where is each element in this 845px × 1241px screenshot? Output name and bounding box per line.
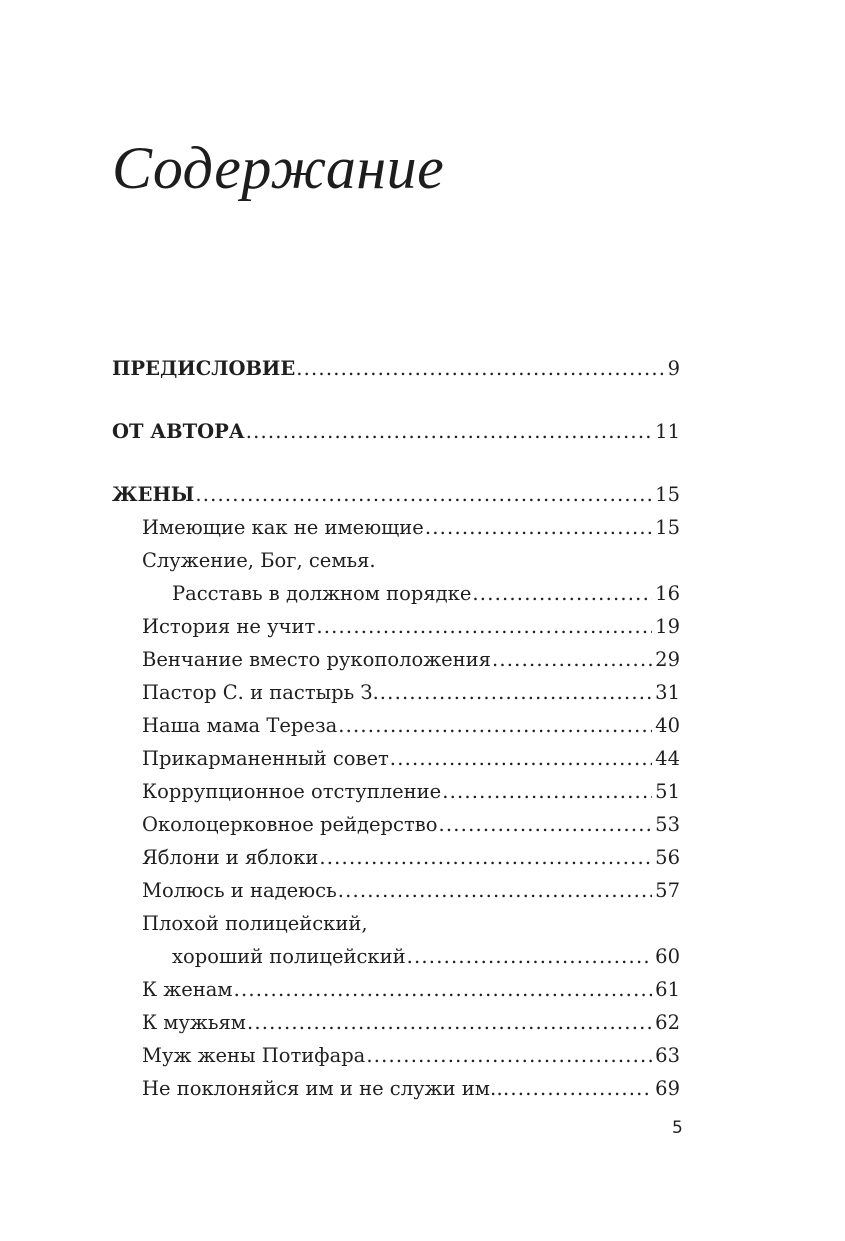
- toc-entry-page: 62: [655, 1011, 680, 1034]
- toc-entry-page: 44: [655, 747, 680, 770]
- toc-entry-page: 51: [655, 780, 680, 803]
- toc-subentry[interactable]: [112, 841, 680, 874]
- toc-subentry[interactable]: [112, 643, 680, 676]
- toc-entry-label-line1: Служение, Бог, семья.: [142, 549, 376, 572]
- toc-entry-label: Муж жены Потифара: [142, 1044, 366, 1067]
- table-of-contents: [112, 352, 680, 1105]
- toc-subentry[interactable]: [112, 1039, 680, 1072]
- leader-dots: [316, 610, 652, 643]
- toc-entry-label: Венчание вместо рукоположения: [142, 648, 491, 671]
- toc-entry-page: 9: [667, 357, 680, 380]
- toc-entry-label: ОТ АВТОРА: [112, 420, 245, 443]
- toc-entry-page: 56: [655, 846, 680, 869]
- toc-entry-page: 53: [655, 813, 680, 836]
- toc-subentry[interactable]: [112, 907, 680, 973]
- leader-dots: [246, 415, 652, 448]
- toc-entry-preface[interactable]: [112, 352, 680, 385]
- leader-dots: [407, 940, 653, 973]
- leader-dots: [472, 577, 652, 610]
- toc-entry-page: 60: [655, 945, 680, 968]
- toc-entry-label: ЖЕНЫ: [112, 483, 195, 506]
- toc-entry-label: История не учит: [142, 615, 316, 638]
- leader-dots: [247, 1006, 652, 1039]
- leader-dots: [234, 973, 653, 1006]
- toc-entry-label: Яблони и яблоки: [142, 846, 319, 869]
- toc-entry-label: хороший полицейский: [172, 945, 406, 968]
- toc-entry-label: Околоцерковное рейдерство: [142, 813, 438, 836]
- toc-entry-label: Не поклоняйся им и не служи им…: [142, 1077, 510, 1100]
- toc-entry-label: Коррупционное отступление: [142, 780, 442, 803]
- toc-entry-page: 57: [655, 879, 680, 902]
- toc-entry-page: 61: [655, 978, 680, 1001]
- toc-entry-author[interactable]: [112, 415, 680, 448]
- leader-dots: [442, 775, 652, 808]
- toc-entry-page: 69: [655, 1077, 680, 1100]
- toc-subentry[interactable]: [112, 709, 680, 742]
- toc-entry-page: 11: [655, 420, 680, 443]
- page-number: 5: [672, 1118, 683, 1138]
- leader-dots: [510, 1072, 652, 1105]
- leader-dots: [195, 478, 652, 511]
- toc-entry-label: ПРЕДИСЛОВИЕ: [112, 357, 296, 380]
- toc-subentry[interactable]: [112, 544, 680, 610]
- toc-subentry[interactable]: [112, 676, 680, 709]
- toc-entry-label: Имеющие как не имеющие: [142, 516, 424, 539]
- toc-subentry[interactable]: [112, 808, 680, 841]
- leader-dots: [366, 1039, 652, 1072]
- toc-subentry[interactable]: [112, 775, 680, 808]
- toc-entry-page: 40: [655, 714, 680, 737]
- leader-dots: [380, 676, 652, 709]
- toc-entry-page: 63: [655, 1044, 680, 1067]
- toc-entry-wives[interactable]: [112, 478, 680, 511]
- toc-entry-label: Прикарманенный совет: [142, 747, 389, 770]
- toc-subentry[interactable]: [112, 610, 680, 643]
- toc-subentry[interactable]: [112, 973, 680, 1006]
- toc-entry-label: Молюсь и надеюсь: [142, 879, 337, 902]
- toc-subentry[interactable]: [112, 1072, 680, 1105]
- leader-dots: [296, 352, 664, 385]
- toc-entry-page: 31: [655, 681, 680, 704]
- leader-dots: [338, 709, 652, 742]
- toc-entry-label: Наша мама Тереза: [142, 714, 338, 737]
- leader-dots: [492, 643, 652, 676]
- leader-dots: [425, 511, 652, 544]
- toc-entry-label-line1: Плохой полицейский,: [142, 912, 368, 935]
- toc-entry-label: Пастор С. и пастырь З.: [142, 681, 379, 704]
- toc-subentry[interactable]: [112, 742, 680, 775]
- toc-entry-page: 15: [655, 483, 680, 506]
- leader-dots: [390, 742, 652, 775]
- toc-entry-label: К мужьям: [142, 1011, 246, 1034]
- toc-subentry[interactable]: [112, 511, 680, 544]
- leader-dots: [338, 874, 652, 907]
- toc-entry-page: 15: [655, 516, 680, 539]
- toc-subentry[interactable]: [112, 874, 680, 907]
- toc-subentry[interactable]: [112, 1006, 680, 1039]
- toc-entry-page: 29: [655, 648, 680, 671]
- toc-entry-page: 19: [655, 615, 680, 638]
- page-title: Содержание: [112, 135, 445, 201]
- toc-entry-page: 16: [655, 582, 680, 605]
- leader-dots: [438, 808, 652, 841]
- leader-dots: [319, 841, 652, 874]
- toc-entry-label: К женам: [142, 978, 233, 1001]
- toc-entry-label: Расставь в должном порядке: [172, 582, 472, 605]
